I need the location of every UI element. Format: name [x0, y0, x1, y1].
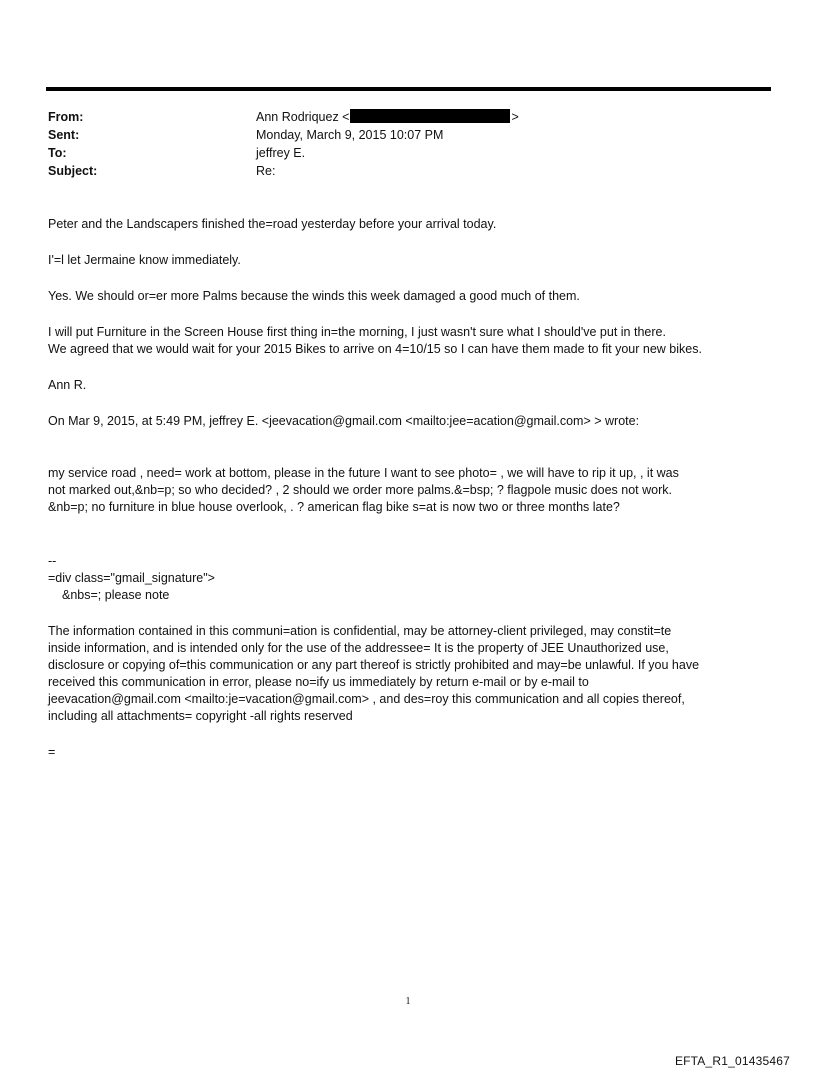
quoted-line: not marked out,&nb=p; so who decided? , 2 should we order more palms.&=bsp; ? flagpole music does not work. — [48, 483, 672, 497]
body-paragraph: We agreed that we would wait for your 2015 Bikes to arrive on 4=10/15 so I can have them made to fit your new bikes. — [48, 342, 702, 356]
disclaimer-line: jeevacation@gmail.com <mailto:je=vacation@gmail.com> , and des=roy this communication and all copies thereof, — [48, 692, 685, 706]
subject-label: Subject: — [48, 164, 98, 178]
to-row — [48, 144, 768, 162]
from-value — [256, 108, 768, 126]
signature-note: &nbs=; please note — [62, 588, 170, 602]
redaction-block — [350, 109, 510, 123]
sent-label: Sent: — [48, 128, 80, 142]
subject-value: Re: — [256, 164, 276, 178]
from-label: From: — [48, 110, 84, 124]
sent-value: Monday, March 9, 2015 10:07 PM — [256, 128, 444, 142]
signature-dash: -- — [48, 554, 57, 568]
quoted-line: &nb=p; no furniture in blue house overlook, . ? american flag bike s=at is now two or three months late? — [48, 500, 620, 514]
body-paragraph: I will put Furniture in the Screen House first thing in=the morning, I just wasn't sure what I should've put in there. — [48, 325, 666, 339]
from-close: > — [511, 110, 519, 124]
disclaimer-line: received this communication in error, please no=ify us immediately by return e-mail or by e-mail to — [48, 675, 589, 689]
email-header — [48, 108, 768, 180]
sign-off: Ann R. — [48, 378, 87, 392]
body-paragraph: I'=l let Jermaine know immediately. — [48, 253, 241, 267]
from-row — [48, 108, 768, 126]
disclaimer-line: including all attachments= copyright -all rights reserved — [48, 709, 353, 723]
to-label: To: — [48, 146, 67, 160]
email-body — [48, 216, 776, 761]
trailing-mark: = — [48, 745, 56, 759]
disclaimer-line: disclosure or copying of=this communication or any part thereof is strictly prohibited and may=be unlawful. If you have — [48, 658, 700, 672]
sent-row — [48, 126, 768, 144]
quoted-line: my service road , need= work at bottom, please in the future I want to see photo= , we will have to rip it up, , it was — [48, 466, 679, 480]
from-name: Ann Rodriquez < — [256, 110, 350, 124]
signature-div: =div class="gmail_signature"> — [48, 571, 215, 585]
disclaimer-line: The information contained in this communi=ation is confidential, may be attorney-client privileged, may constit=te — [48, 624, 672, 638]
body-paragraph: Peter and the Landscapers finished the=road yesterday before your arrival today. — [48, 217, 497, 231]
quote-header: On Mar 9, 2015, at 5:49 PM, jeffrey E. <jeevacation@gmail.com <mailto:jee=acation@gmail.com> > wrote: — [48, 414, 640, 428]
header-divider — [46, 87, 771, 91]
subject-row — [48, 162, 768, 180]
body-paragraph: Yes. We should or=er more Palms because the winds this week damaged a good much of them. — [48, 289, 580, 303]
to-value: jeffrey E. — [256, 146, 306, 160]
document-id: EFTA_R1_01435467 — [674, 1054, 790, 1068]
page-number: 1 — [405, 996, 411, 1007]
disclaimer-line: inside information, and is intended only for the use of the addressee= It is the property of JEE Unauthorized use, — [48, 641, 669, 655]
